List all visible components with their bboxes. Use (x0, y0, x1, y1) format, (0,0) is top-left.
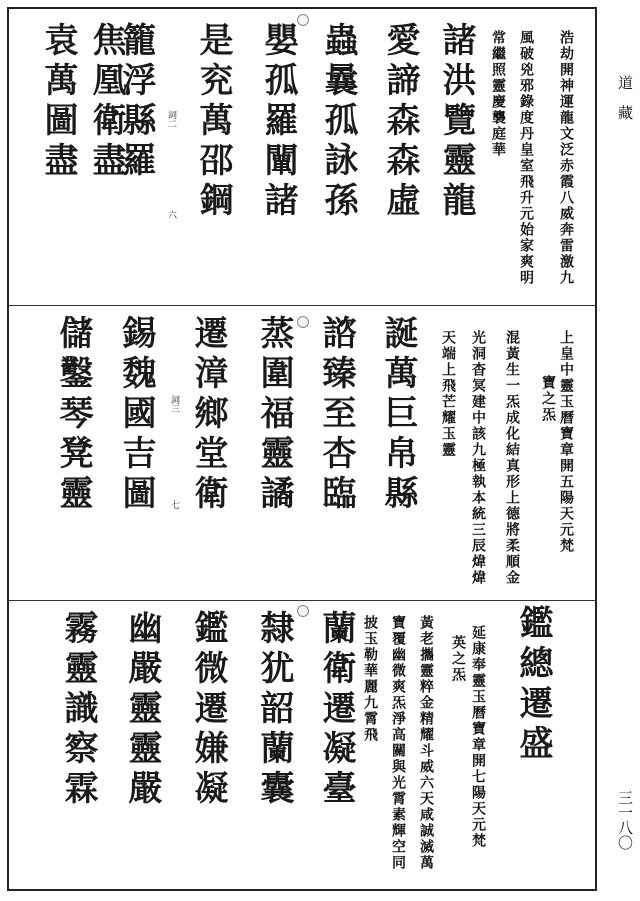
text-column: 披玉勒華麗九霄飛 (362, 615, 378, 743)
page-number: 三一八〇 (616, 790, 634, 850)
seal-column: 儲鑿琴凳靈 (53, 315, 93, 515)
seal-column: 蒸圍福靈譎 (254, 315, 294, 515)
seal-column: 諮臻至杏臨 (316, 315, 356, 515)
margin-title: 道 藏 (616, 75, 634, 120)
text-column: 常繼照靈慶襲庭華 (490, 30, 506, 158)
seal-column: 霧靈識察霖 (58, 610, 98, 810)
section-note: 詞二 (166, 110, 176, 128)
seal-column: 諸洪覽靈龍 (436, 22, 476, 222)
seal-column: 嬰孤羅闡諸 (258, 22, 298, 222)
section-note: 詞三 (169, 395, 179, 413)
text-column: 英之炁 (450, 635, 466, 683)
binding-hole (297, 316, 309, 328)
text-column: 浩劫開神運龍文泛赤霞八威奔雷激九 (558, 30, 574, 286)
text-column: 光洞杳冥建中該九極執本統三辰煒煒 (470, 330, 486, 586)
binding-hole (297, 605, 309, 617)
seal-column: 幽嚴靈靈嚴 (122, 610, 162, 810)
text-column: 風破兇邪錄度丹皇室飛升元始家爽明 (518, 30, 534, 286)
panel-divider (7, 600, 597, 601)
text-column: 混黃生一炁成化結真形上德將柔順金 (504, 330, 520, 586)
text-column: 寶覆幽微爽炁淨高關與光霄素輝空同 (390, 615, 406, 871)
seal-column: 焦凰衛盡 (86, 22, 126, 182)
seal-column: 袁萬圖盡 (38, 22, 78, 182)
seal-column: 愛諦森森虛 (380, 22, 420, 222)
text-column: 天端上飛芒耀玉靈 (440, 330, 456, 458)
seal-column: 蟲曩孤詠孫 (318, 22, 358, 222)
seal-column: 籠浮縣羅 (116, 22, 156, 182)
panel-divider (7, 305, 597, 306)
seal-column: 是兖萬邵鋼 (193, 22, 233, 222)
section-note: 六 (166, 210, 176, 219)
text-column: 延康奉靈玉曆寶章開七陽天元梵 (470, 625, 486, 849)
seal-column: 隸犹韶蘭囊 (254, 610, 294, 810)
seal-column: 蘭衛遷凝臺 (316, 610, 356, 810)
seal-column: 誕萬巨帛縣 (378, 315, 418, 515)
text-column: 黃老攜靈粹金精耀斗威六天咸誠滅萬 (418, 615, 434, 871)
seal-column: 鑑總遷盛 (513, 605, 553, 765)
seal-column: 錫魏國吉圖 (116, 315, 156, 515)
seal-column: 遷漳鄉堂衛 (188, 315, 228, 515)
section-note: 七 (169, 500, 179, 509)
seal-column: 鑑微遷嫌凝 (188, 610, 228, 810)
text-column: 寶之炁 (540, 375, 556, 423)
text-column: 上皇中靈玉曆寶章開五陽天元梵 (558, 330, 574, 554)
binding-hole (297, 14, 309, 26)
